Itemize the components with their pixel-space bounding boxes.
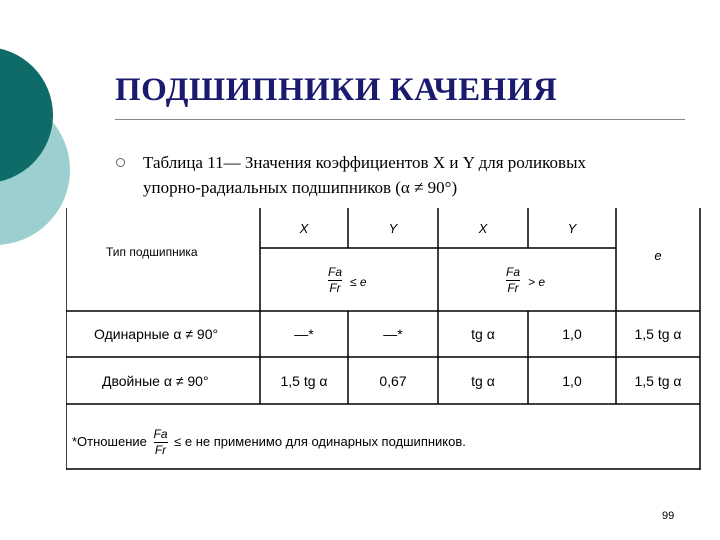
row-type-double: Двойные α ≠ 90° <box>102 373 209 389</box>
type-header: Тип подшипника <box>106 245 198 259</box>
cell-single-x1: —* <box>294 326 314 342</box>
cell-double-x2: tg α <box>471 373 495 389</box>
condition-fraction-1: Fa Fr <box>328 265 343 295</box>
page-number: 99 <box>662 510 675 522</box>
cell-single-e: 1,5 tg α <box>634 326 682 342</box>
cell-double-y2: 1,0 <box>562 373 582 389</box>
cell-double-e: 1,5 tg α <box>634 373 682 389</box>
cell-single-y2: 1,0 <box>562 326 582 342</box>
coefficients-table <box>66 208 702 470</box>
col-header-x1: X <box>299 221 309 236</box>
footnote-suffix: ≤ e не применимо для одинарных подшипников. <box>174 433 466 449</box>
cell-double-y1: 0,67 <box>379 373 407 389</box>
bullet-icon <box>116 158 125 167</box>
col-header-y1: Y <box>388 221 398 236</box>
title-divider <box>115 119 685 120</box>
cell-single-x2: tg α <box>471 326 495 342</box>
table-footnote <box>72 428 466 457</box>
footnote-prefix: *Отношение <box>72 433 147 449</box>
caption-line-1: Таблица 11— Значения коэффициентов X и Y для роликовых <box>143 153 586 172</box>
caption-line-2: упорно-радиальных подшипников (α ≠ 90°) <box>143 178 458 197</box>
col-header-e: e <box>654 248 662 263</box>
cell-double-x1: 1,5 tg α <box>280 373 328 389</box>
condition-rel-1: ≤ e <box>350 275 367 289</box>
footnote-fraction: $\frac{Fa}{Fr}$ <box>153 427 168 457</box>
row-type-single: Одинарные α ≠ 90° <box>94 326 219 342</box>
page-title: ПОДШИПНИКИ КАЧЕНИЯ <box>115 72 558 108</box>
condition-rel-2: > e <box>528 275 546 289</box>
condition-fraction-2: Fa Fr <box>506 265 521 295</box>
col-header-y2: Y <box>567 221 577 236</box>
col-header-x2: X <box>478 221 488 236</box>
table-caption <box>143 150 703 200</box>
cell-single-y1: —* <box>383 326 403 342</box>
